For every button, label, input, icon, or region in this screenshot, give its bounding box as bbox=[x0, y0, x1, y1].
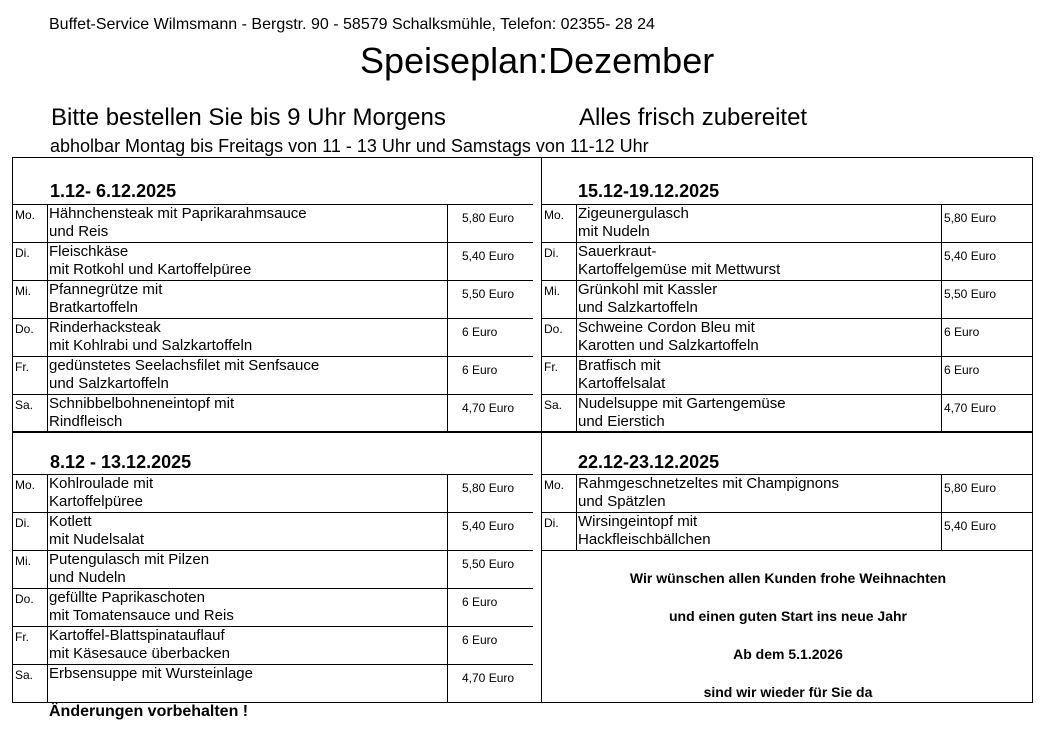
dish-price-divider bbox=[447, 242, 448, 280]
dish-price-divider bbox=[447, 512, 448, 550]
dish-price-divider bbox=[447, 550, 448, 588]
day-dish-divider bbox=[47, 394, 48, 432]
day-dish-divider bbox=[576, 394, 577, 432]
day-dish-divider bbox=[47, 280, 48, 318]
menu-row bbox=[12, 588, 541, 626]
dish-price: 4,70 Euro bbox=[462, 401, 515, 415]
menu-row bbox=[12, 280, 541, 318]
dish-name: Putengulasch mit Pilzen und Nudeln bbox=[49, 551, 210, 586]
dish-price: 6 Euro bbox=[462, 363, 498, 377]
dish-price: 5,50 Euro bbox=[462, 557, 515, 571]
dish-price-divider bbox=[447, 356, 448, 394]
weekday-label: Mo. bbox=[15, 208, 36, 222]
row-top-border bbox=[541, 204, 1033, 205]
week-heading-4: 22.12-23.12.2025 bbox=[578, 452, 720, 472]
menu-row bbox=[541, 356, 1033, 394]
dish-price: 6 Euro bbox=[462, 325, 498, 339]
dish-name: Schweine Cordon Bleu mit Karotten und Salzkartoffeln bbox=[578, 319, 759, 354]
greeting-line-3: Ab dem 5.1.2026 bbox=[733, 646, 843, 662]
day-dish-divider bbox=[47, 588, 48, 626]
row-top-border bbox=[12, 280, 533, 281]
dish-price: 5,50 Euro bbox=[944, 287, 997, 301]
dish-price-divider bbox=[447, 474, 448, 512]
dish-price: 5,80 Euro bbox=[462, 211, 515, 225]
dish-price: 5,40 Euro bbox=[462, 519, 515, 533]
dish-price: 5,80 Euro bbox=[462, 481, 515, 495]
day-dish-divider bbox=[47, 204, 48, 242]
dish-price-divider bbox=[941, 280, 942, 318]
weekday-label: Do. bbox=[15, 592, 34, 606]
row-top-border bbox=[541, 242, 1033, 243]
dish-name: Kartoffel-Blattspinatauflauf mit Käsesauce überbacken bbox=[49, 627, 230, 662]
row-top-border bbox=[12, 394, 533, 395]
row-top-border bbox=[12, 356, 533, 357]
dish-name: Sauerkraut- Kartoffelgemüse mit Mettwurst bbox=[578, 243, 781, 278]
changes-reserved-note: Änderungen vorbehalten ! bbox=[49, 703, 249, 720]
day-dish-divider bbox=[47, 474, 48, 512]
menu-row bbox=[12, 204, 541, 242]
dish-price-divider bbox=[447, 394, 448, 432]
dish-name: gefüllte Paprikaschoten mit Tomatensauce und Reis bbox=[49, 589, 234, 624]
dish-name: gedünstetes Seelachsfilet mit Senfsauce und Salzkartoffeln bbox=[49, 357, 320, 392]
menu-row bbox=[541, 204, 1033, 242]
weekday-label: Di. bbox=[15, 246, 30, 260]
menu-row bbox=[12, 512, 541, 550]
dish-name: Pfannegrütze mit Bratkartoffeln bbox=[49, 281, 163, 316]
dish-price-divider bbox=[447, 664, 448, 702]
row-top-border bbox=[541, 512, 1033, 513]
row-top-border bbox=[541, 474, 1033, 475]
greeting-line-1: Wir wünschen allen Kunden frohe Weihnachten bbox=[629, 570, 947, 586]
dish-price-divider bbox=[447, 204, 448, 242]
weekday-label: Mo. bbox=[544, 208, 565, 222]
weekday-label: Mi. bbox=[544, 284, 560, 298]
menu-row bbox=[12, 242, 541, 280]
menu-row bbox=[12, 664, 541, 702]
dish-price: 6 Euro bbox=[944, 363, 980, 377]
menu-row bbox=[541, 394, 1033, 432]
row-top-border bbox=[541, 318, 1033, 319]
dish-price-divider bbox=[941, 394, 942, 432]
dish-name: Kotlett mit Nudelsalat bbox=[49, 513, 145, 548]
dish-price: 6 Euro bbox=[462, 595, 498, 609]
company-address-line: Buffet-Service Wilmsmann - Bergstr. 90 - 58579 Schalksmühle, Telefon: 02355- 28 24 bbox=[49, 16, 655, 33]
fresh-note: Alles frisch zubereitet bbox=[579, 104, 808, 131]
day-dish-divider bbox=[576, 242, 577, 280]
dish-price: 5,50 Euro bbox=[462, 287, 515, 301]
weekday-label: Sa. bbox=[15, 398, 34, 412]
day-dish-divider bbox=[47, 664, 48, 702]
dish-price-divider bbox=[447, 318, 448, 356]
dish-name: Zigeunergulasch mit Nudeln bbox=[578, 205, 689, 240]
dish-price: 4,70 Euro bbox=[462, 671, 515, 685]
dish-price-divider bbox=[941, 204, 942, 242]
row-top-border bbox=[12, 204, 533, 205]
dish-name: Rahmgeschnetzeltes mit Champignons und Spätzlen bbox=[578, 475, 839, 510]
row-bottom-border bbox=[541, 550, 1033, 551]
weekday-label: Di. bbox=[15, 516, 30, 530]
day-dish-divider bbox=[47, 318, 48, 356]
dish-price-divider bbox=[941, 242, 942, 280]
dish-price-divider bbox=[941, 512, 942, 550]
dish-price-divider bbox=[941, 474, 942, 512]
pickup-hours-note: abholbar Montag bis Freitags von 11 - 13 Uhr und Samstags von 11-12 Uhr bbox=[50, 136, 649, 156]
day-dish-divider bbox=[47, 242, 48, 280]
dish-price: 5,80 Euro bbox=[944, 481, 997, 495]
day-dish-divider bbox=[576, 474, 577, 512]
day-dish-divider bbox=[47, 626, 48, 664]
dish-name: Rinderhacksteak mit Kohlrabi und Salzkartoffeln bbox=[49, 319, 253, 354]
dish-name: Fleischkäse mit Rotkohl und Kartoffelpüree bbox=[49, 243, 252, 278]
row-bottom-border bbox=[12, 432, 533, 433]
menu-row bbox=[541, 280, 1033, 318]
dish-name: Nudelsuppe mit Gartengemüse und Eierstich bbox=[578, 395, 786, 430]
dish-name: Erbsensuppe mit Wursteinlage bbox=[49, 665, 253, 682]
dish-price: 6 Euro bbox=[944, 325, 980, 339]
weekday-label: Mi. bbox=[15, 284, 31, 298]
dish-price-divider bbox=[447, 588, 448, 626]
day-dish-divider bbox=[47, 550, 48, 588]
row-top-border bbox=[12, 474, 533, 475]
menu-row bbox=[541, 512, 1033, 550]
week-heading-1: 1.12- 6.12.2025 bbox=[50, 181, 177, 201]
day-dish-divider bbox=[47, 356, 48, 394]
dish-price: 5,40 Euro bbox=[462, 249, 515, 263]
menu-row bbox=[541, 242, 1033, 280]
menu-row bbox=[541, 318, 1033, 356]
row-top-border bbox=[12, 626, 533, 627]
row-top-border bbox=[12, 242, 533, 243]
menu-row bbox=[12, 394, 541, 432]
weekday-label: Di. bbox=[544, 246, 559, 260]
order-deadline-note: Bitte bestellen Sie bis 9 Uhr Morgens bbox=[51, 104, 446, 131]
dish-price-divider bbox=[447, 626, 448, 664]
day-dish-divider bbox=[576, 356, 577, 394]
dish-price: 4,70 Euro bbox=[944, 401, 997, 415]
week-heading-2: 15.12-19.12.2025 bbox=[578, 181, 720, 201]
row-top-border bbox=[12, 512, 533, 513]
row-bottom-border bbox=[541, 432, 1033, 433]
menu-row bbox=[12, 626, 541, 664]
weekday-label: Di. bbox=[544, 516, 559, 530]
dish-price-divider bbox=[941, 356, 942, 394]
dish-price: 6 Euro bbox=[462, 633, 498, 647]
weekday-label: Fr. bbox=[15, 630, 29, 644]
day-dish-divider bbox=[47, 512, 48, 550]
weekday-label: Mo. bbox=[15, 478, 36, 492]
weekday-label: Do. bbox=[544, 322, 563, 336]
dish-price-divider bbox=[941, 318, 942, 356]
week-heading-3: 8.12 - 13.12.2025 bbox=[50, 452, 192, 472]
row-top-border bbox=[12, 588, 533, 589]
row-top-border bbox=[12, 550, 533, 551]
weekday-label: Mi. bbox=[15, 554, 31, 568]
dish-name: Grünkohl mit Kassler und Salzkartoffeln bbox=[578, 281, 718, 316]
day-dish-divider bbox=[576, 318, 577, 356]
day-dish-divider bbox=[576, 280, 577, 318]
menu-row bbox=[12, 356, 541, 394]
weekday-label: Sa. bbox=[15, 668, 34, 682]
dish-name: Hähnchensteak mit Paprikarahmsauce und Reis bbox=[49, 205, 307, 240]
weekday-label: Mo. bbox=[544, 478, 565, 492]
row-top-border bbox=[12, 664, 533, 665]
menu-row bbox=[12, 474, 541, 512]
dish-price: 5,40 Euro bbox=[944, 249, 997, 263]
dish-name: Kohlroulade mit Kartoffelpüree bbox=[49, 475, 154, 510]
menu-row bbox=[541, 474, 1033, 512]
weekday-label: Sa. bbox=[544, 398, 563, 412]
row-top-border bbox=[541, 394, 1033, 395]
dish-name: Wirsingeintopf mit Hackfleischbällchen bbox=[578, 513, 711, 548]
row-top-border bbox=[541, 356, 1033, 357]
holiday-greeting-box bbox=[541, 552, 1034, 702]
weekday-label: Fr. bbox=[544, 360, 558, 374]
day-dish-divider bbox=[576, 512, 577, 550]
table-top-border bbox=[12, 157, 1033, 158]
dish-name: Bratfisch mit Kartoffelsalat bbox=[578, 357, 666, 392]
greeting-line-4: sind wir wieder für Sie da bbox=[703, 684, 873, 700]
day-dish-divider bbox=[576, 204, 577, 242]
weekday-label: Fr. bbox=[15, 360, 29, 374]
row-top-border bbox=[541, 280, 1033, 281]
weekday-label: Do. bbox=[15, 322, 34, 336]
row-top-border bbox=[12, 318, 533, 319]
dish-price: 5,80 Euro bbox=[944, 211, 997, 225]
greeting-line-2: und einen guten Start ins neue Jahr bbox=[668, 608, 908, 624]
dish-price-divider bbox=[447, 280, 448, 318]
page-title: Speiseplan:Dezember bbox=[360, 40, 715, 81]
menu-row bbox=[12, 318, 541, 356]
dish-name: Schnibbelbohneneintopf mit Rindfleisch bbox=[49, 395, 235, 430]
dish-price: 5,40 Euro bbox=[944, 519, 997, 533]
menu-row bbox=[12, 550, 541, 588]
